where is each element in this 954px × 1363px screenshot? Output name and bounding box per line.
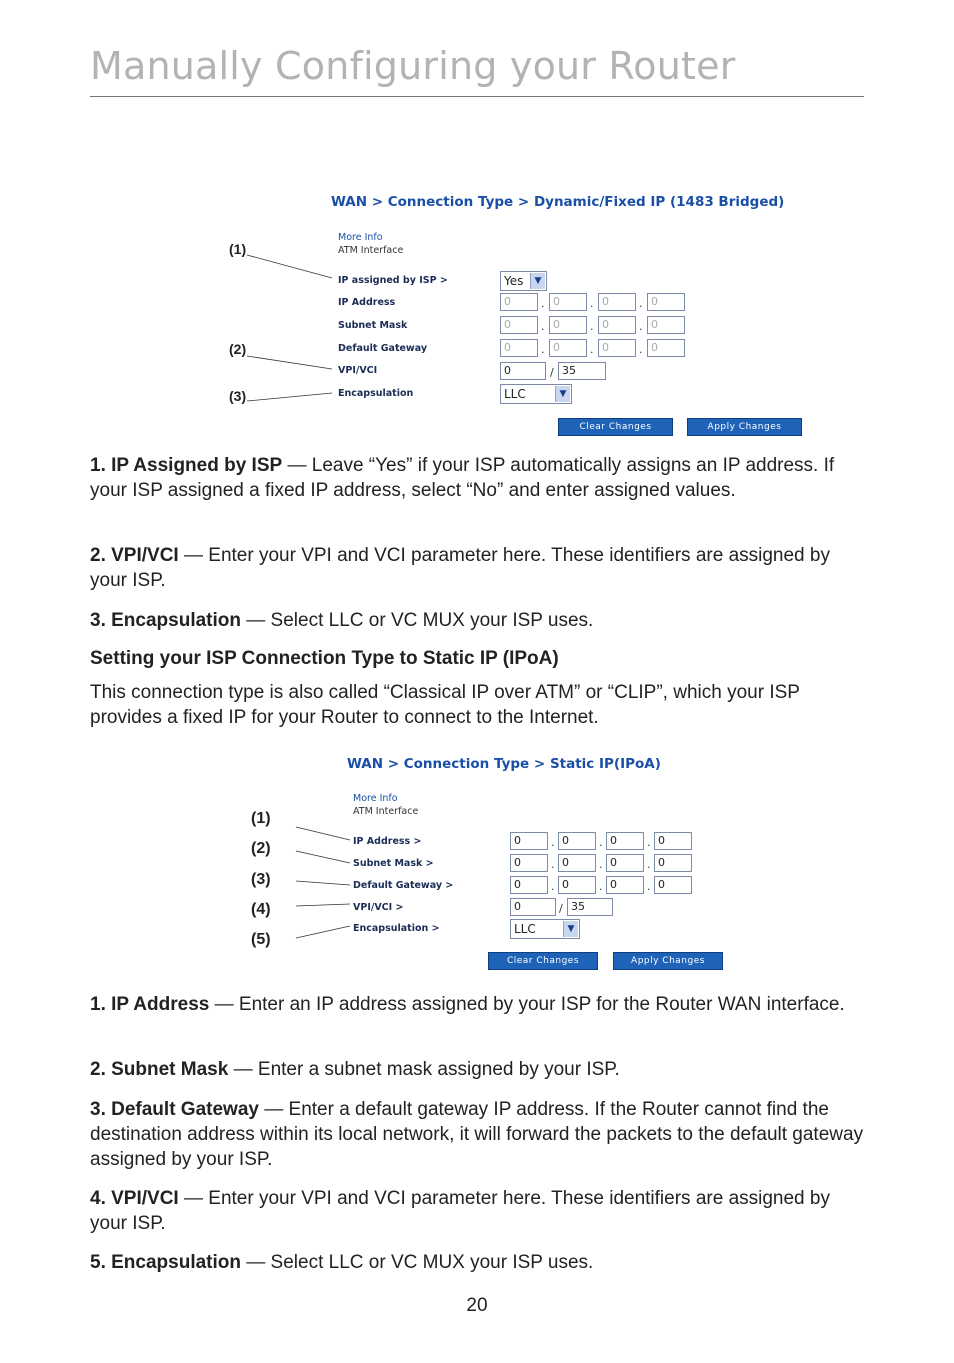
subnet-mask-octet-3[interactable]: 0	[606, 854, 644, 872]
static-ip-intro: This connection type is also called “Classical IP over ATM” or “CLIP”, which your ISP provides a fixed IP for your Router to connect to the Internet.	[90, 682, 800, 728]
callout-2: (2)	[251, 840, 271, 857]
ip-address-octet-3[interactable]: 0	[606, 832, 644, 850]
more-info-link[interactable]: More Info	[353, 793, 398, 804]
ip-assigned-label: IP assigned by ISP >	[338, 275, 448, 286]
desc-vpi-vci: 4. VPI/VCI — Enter your VPI and VCI parameter here. These identifiers are assigned by your ISP.	[90, 1188, 830, 1234]
ip-address-octet-2[interactable]: 0	[558, 832, 596, 850]
page-number: 20	[466, 1295, 488, 1316]
ip-address-label: IP Address >	[353, 836, 422, 847]
callout-4: (4)	[251, 901, 271, 918]
ip-address-octet-2[interactable]: 0	[549, 293, 587, 311]
default-gateway-octet-1[interactable]: 0	[510, 876, 548, 894]
more-info-link[interactable]: More Info	[338, 232, 383, 243]
default-gateway-octet-4[interactable]: 0	[654, 876, 692, 894]
default-gateway-octet-3[interactable]: 0	[606, 876, 644, 894]
breadcrumb: WAN > Connection Type > Static IP(IPoA)	[347, 756, 661, 772]
desc-encapsulation: 3. Encapsulation — Select LLC or VC MUX your ISP uses.	[90, 610, 594, 631]
subnet-mask-octet-4[interactable]: 0	[654, 854, 692, 872]
callout-3: (3)	[229, 388, 247, 404]
default-gateway-octet-1[interactable]: 0	[500, 339, 538, 357]
encapsulation-select[interactable]: LLC ▼	[500, 384, 572, 404]
breadcrumb-wan[interactable]: WAN	[347, 756, 384, 772]
breadcrumb-current: Dynamic/Fixed IP (1483 Bridged)	[533, 194, 785, 210]
callout-1: (1)	[251, 810, 271, 827]
desc-subnet-mask: 2. Subnet Mask — Enter a subnet mask assigned by your ISP.	[90, 1059, 620, 1080]
encapsulation-label: Encapsulation >	[353, 923, 440, 934]
ip-address-octet-4[interactable]: 0	[654, 832, 692, 850]
default-gateway-octet-4[interactable]: 0	[647, 339, 685, 357]
ip-address-octet-4[interactable]: 0	[647, 293, 685, 311]
default-gateway-octet-2[interactable]: 0	[558, 876, 596, 894]
breadcrumb-wan[interactable]: WAN	[331, 194, 368, 210]
desc-vpi-vci: 2. VPI/VCI — Enter your VPI and VCI parameter here. These identifiers are assigned by your ISP.	[90, 545, 830, 591]
subnet-mask-octet-2[interactable]: 0	[558, 854, 596, 872]
subnet-mask-octet-4[interactable]: 0	[647, 316, 685, 334]
ip-assigned-select[interactable]: Yes ▼	[500, 271, 547, 291]
vpi-vci-label: VPI/VCI	[338, 365, 378, 376]
subnet-mask-label: Subnet Mask >	[353, 858, 434, 869]
callout-1: (1)	[229, 241, 247, 257]
chevron-down-icon: ▼	[563, 921, 578, 937]
desc-encapsulation: 5. Encapsulation — Select LLC or VC MUX your ISP uses.	[90, 1252, 594, 1273]
vci-input[interactable]: 35	[567, 898, 613, 916]
vpi-input[interactable]: 0	[500, 362, 546, 380]
default-gateway-octet-3[interactable]: 0	[598, 339, 636, 357]
clear-changes-button[interactable]: Clear Changes	[488, 952, 598, 970]
encapsulation-label: Encapsulation	[338, 388, 414, 399]
subnet-mask-octet-1[interactable]: 0	[500, 316, 538, 334]
apply-changes-button[interactable]: Apply Changes	[613, 952, 723, 970]
chevron-down-icon: ▼	[555, 386, 570, 402]
ip-address-octet-1[interactable]: 0	[500, 293, 538, 311]
clear-changes-button[interactable]: Clear Changes	[558, 418, 673, 436]
vpi-vci-label: VPI/VCI >	[353, 902, 404, 913]
chevron-down-icon: ▼	[530, 273, 545, 289]
breadcrumb: WAN > Connection Type > Dynamic/Fixed IP (1483 Bridged)	[331, 194, 785, 210]
static-ip-heading: Setting your ISP Connection Type to Static IP (IPoA)	[90, 648, 559, 669]
breadcrumb-current: Static IP(IPoA)	[549, 756, 661, 772]
subnet-mask-octet-1[interactable]: 0	[510, 854, 548, 872]
apply-changes-button[interactable]: Apply Changes	[687, 418, 802, 436]
page-title: Manually Configuring your Router	[90, 44, 736, 88]
ip-address-octet-3[interactable]: 0	[598, 293, 636, 311]
subnet-mask-octet-3[interactable]: 0	[598, 316, 636, 334]
breadcrumb-connection-type[interactable]: Connection Type	[403, 756, 530, 772]
subnet-mask-octet-2[interactable]: 0	[549, 316, 587, 334]
callout-2: (2)	[229, 341, 247, 357]
callout-5: (5)	[251, 931, 271, 948]
vpi-input[interactable]: 0	[510, 898, 556, 916]
ip-address-label: IP Address	[338, 297, 396, 308]
callout-3: (3)	[251, 871, 271, 888]
default-gateway-octet-2[interactable]: 0	[549, 339, 587, 357]
vci-input[interactable]: 35	[558, 362, 606, 380]
ip-address-octet-1[interactable]: 0	[510, 832, 548, 850]
default-gateway-label: Default Gateway	[338, 343, 428, 354]
subnet-mask-label: Subnet Mask	[338, 320, 408, 331]
breadcrumb-connection-type[interactable]: Connection Type	[387, 194, 514, 210]
atm-interface-label: ATM Interface	[338, 245, 404, 256]
desc-ip-address: 1. IP Address — Enter an IP address assigned by your ISP for the Router WAN interface.	[90, 994, 845, 1015]
desc-default-gateway: 3. Default Gateway — Enter a default gateway IP address. If the Router cannot find the destination address within its local network, it will forward the packets to the default gateway assigned by your ISP.	[90, 1099, 864, 1170]
desc-ip-assigned: 1. IP Assigned by ISP — Leave “Yes” if your ISP automatically assigns an IP address. If your ISP assigned a fixed IP address, select “No” and enter assigned values.	[90, 455, 835, 501]
encapsulation-select[interactable]: LLC ▼	[510, 919, 580, 939]
title-divider	[90, 96, 864, 97]
atm-interface-label: ATM Interface	[353, 806, 419, 817]
default-gateway-label: Default Gateway >	[353, 880, 454, 891]
